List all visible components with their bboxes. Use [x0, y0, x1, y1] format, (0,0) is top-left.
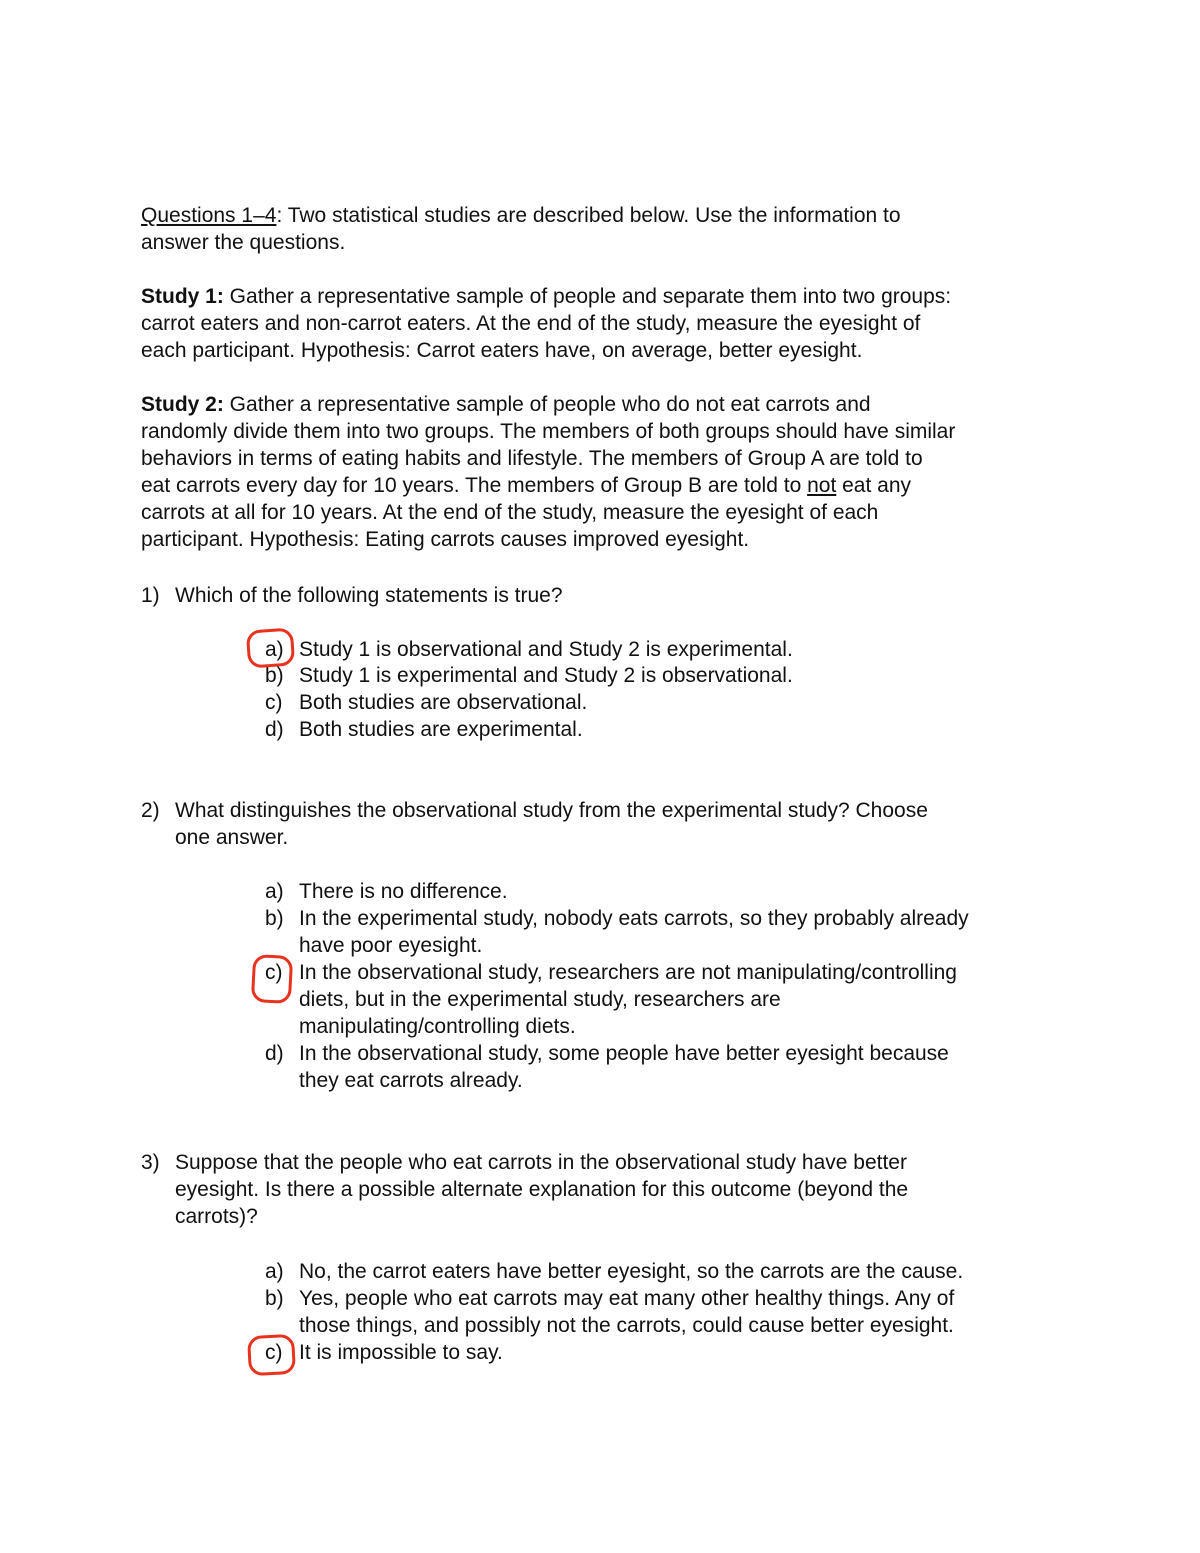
study2-text-4a: eat carrots every day for 10 years. The members of Group B are told to	[141, 474, 808, 497]
q1-option-c-text: Both studies are observational.	[299, 691, 588, 714]
q2-option-a-text: There is no difference.	[299, 880, 508, 903]
study1-line-3: each participant. Hypothesis: Carrot eaters have, on average, better eyesight.	[141, 339, 863, 362]
q3-question-line-2: eyesight. Is there a possible alternate explanation for this outcome (beyond the	[175, 1178, 909, 1201]
q1-option-a-text: Study 1 is observational and Study 2 is experimental.	[299, 638, 793, 661]
study2-line-2: randomly divide them into two groups. The members of both groups should have similar	[141, 420, 956, 443]
study2-line-4	[141, 472, 911, 499]
q3-question-line-1: Suppose that the people who eat carrots in the observational study have better	[175, 1151, 907, 1174]
q2-option-d-text-1: In the observational study, some people have better eyesight because	[299, 1042, 949, 1065]
study2-line-5: carrots at all for 10 years. At the end of the study, measure the eyesight of each	[141, 501, 879, 524]
study2-text-1: Gather a representative sample of people who do not eat carrots and	[223, 393, 871, 416]
study1-line-1	[141, 283, 951, 310]
q2-option-b-text-2: have poor eyesight.	[299, 934, 483, 957]
q2-option-c-text-3: manipulating/controlling diets.	[299, 1015, 576, 1038]
intro-label: Questions 1–4	[141, 204, 277, 227]
study2-label: Study 2:	[141, 393, 224, 416]
study2-line-1	[141, 391, 871, 418]
q1-option-b-text: Study 1 is experimental and Study 2 is observational.	[299, 664, 793, 687]
q3-option-b-text-2: those things, and possibly not the carrots, could cause better eyesight.	[299, 1314, 954, 1337]
q3-question-line-3: carrots)?	[175, 1205, 258, 1228]
intro-line-1	[141, 202, 901, 229]
study2-line-3: behaviors in terms of eating habits and lifestyle. The members of Group A are told to	[141, 447, 923, 470]
q2-option-d-text-2: they eat carrots already.	[299, 1069, 523, 1092]
q2-question-line-1: What distinguishes the observational study from the experimental study? Choose	[175, 799, 928, 822]
q1-option-d-text: Both studies are experimental.	[299, 718, 583, 741]
study1-label: Study 1:	[141, 285, 224, 308]
q3-option-c-letter: c)	[265, 1341, 283, 1364]
intro-line-2: answer the questions.	[141, 231, 346, 254]
q3-option-c-text: It is impossible to say.	[299, 1341, 503, 1364]
study2-text-4b: eat any	[836, 474, 912, 497]
q3-option-b-text-1: Yes, people who eat carrots may eat many other healthy things. Any of	[299, 1287, 955, 1310]
study2-underlined-not: not	[807, 474, 837, 497]
q2-option-c-text-2: diets, but in the experimental study, researchers are	[299, 988, 781, 1011]
q3-option-a-text: No, the carrot eaters have better eyesight, so the carrots are the cause.	[299, 1260, 964, 1283]
q2-option-d-letter: d)	[265, 1042, 284, 1065]
q2-option-c-text-1: In the observational study, researchers are not manipulating/controlling	[299, 961, 957, 984]
q2-option-a-letter: a)	[265, 880, 284, 903]
q2-option-c-letter: c)	[265, 961, 283, 984]
q2-question-line-2: one answer.	[175, 826, 289, 849]
q2-number: 2)	[141, 799, 160, 822]
study2-line-6: participant. Hypothesis: Eating carrots causes improved eyesight.	[141, 528, 750, 551]
q2-option-b-text-1: In the experimental study, nobody eats carrots, so they probably already	[299, 907, 969, 930]
q3-number: 3)	[141, 1151, 160, 1174]
q1-option-c-letter: c)	[265, 691, 283, 714]
intro-text-1: : Two statistical studies are described below. Use the information to	[276, 204, 901, 227]
study1-line-2: carrot eaters and non-carrot eaters. At the end of the study, measure the eyesight of	[141, 312, 921, 335]
q1-number: 1)	[141, 584, 160, 607]
q2-option-b-letter: b)	[265, 907, 284, 930]
q1-question: Which of the following statements is true?	[175, 584, 563, 607]
q1-option-b-letter: b)	[265, 664, 284, 687]
study1-text-1: Gather a representative sample of people and separate them into two groups:	[223, 285, 952, 308]
q1-option-a-letter: a)	[265, 638, 284, 661]
q3-option-a-letter: a)	[265, 1260, 284, 1283]
q3-option-b-letter: b)	[265, 1287, 284, 1310]
q1-option-d-letter: d)	[265, 718, 284, 741]
